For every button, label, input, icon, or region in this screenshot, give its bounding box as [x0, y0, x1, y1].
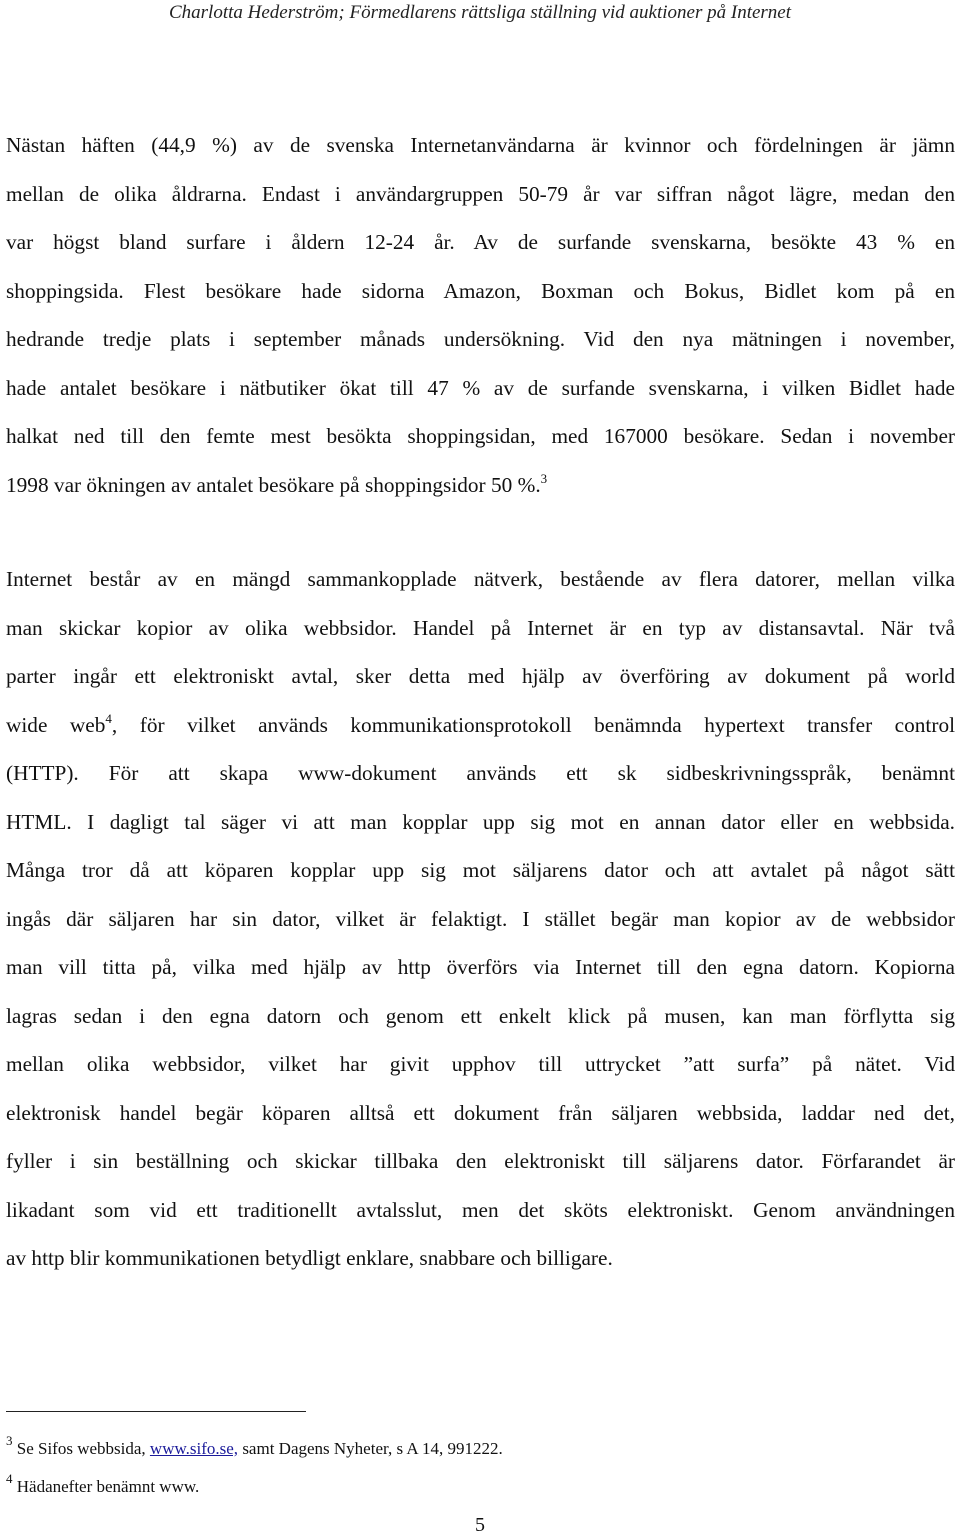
text-line: hedrande tredje plats i september månads undersökning. Vid den nya mätningen i november, [6, 327, 955, 351]
text-line: likadant som vid ett traditionellt avtalsslut, men det sköts elektroniskt. Genom användningen [6, 1197, 955, 1222]
text-line-content: 1998 var ökningen av antalet besökare på shoppingsidor 50 %. [6, 472, 541, 497]
text-line [6, 712, 955, 738]
running-header: Charlotta Hederström; Förmedlarens rättsliga ställning vid auktioner på Internet [168, 2, 792, 23]
text-line: Många tror då att köparen kopplar upp sig mot säljarens dator och att avtalet på något sätt [6, 858, 955, 882]
footnote-4 [6, 1471, 200, 1498]
text-line: shoppingsida. Flest besökare hade sidorna Amazon, Boxman och Bokus, Bidlet kom på en [6, 278, 955, 303]
footnote-divider [6, 1411, 306, 1412]
text-line: Nästan häften (44,9 %) av de svenska Internetanvändarna är kvinnor och fördelningen är jämn [6, 133, 955, 157]
sifo-link[interactable]: www.sifo.se, [149, 1439, 239, 1458]
text-line [6, 472, 955, 498]
footnote-number: 3 [6, 1433, 13, 1448]
text-line: fyller i sin beställning och skickar tillbaka den elektroniskt till säljarens dator. Förfarandet är [6, 1149, 955, 1173]
text-line: (HTTP). För att skapa www-dokument används ett sk sidbeskrivningsspråk, benämnt [6, 761, 955, 785]
text-line: elektronisk handel begär köparen alltså ett dokument från säljaren webbsida, laddar ned det, [6, 1100, 955, 1125]
footnote-reference-4[interactable]: 4 [105, 710, 112, 726]
footnote-text: samt Dagens Nyheter, s A 14, 991222. [238, 1439, 503, 1458]
footnote-reference-3[interactable]: 3 [540, 470, 548, 486]
text-line: ingås där säljaren har sin dator, vilket är felaktigt. I stället begär man kopior av de webbsidor [6, 906, 955, 931]
text-line: lagras sedan i den egna datorn och genom ett enkelt klick på musen, kan man förflytta sig [6, 1003, 955, 1028]
footnote-text: Se Sifos webbsida, [16, 1439, 150, 1458]
text-line: mellan de olika åldrarna. Endast i användargruppen 50-79 år var siffran något lägre, medan den [6, 181, 955, 206]
text-line: hade antalet besökare i nätbutiker ökat till 47 % av de surfande svenskarna, i vilken Bidlet hade [6, 375, 955, 400]
footnote-3 [6, 1433, 503, 1460]
text-line: var högst bland surfare i åldern 12-24 år. Av de surfande svenskarna, besökte 43 % en [6, 230, 955, 254]
text-line-content: wide web [6, 712, 106, 737]
footnote-text: Hädanefter benämnt www. [16, 1477, 200, 1496]
text-line-content: , för vilket används kommunikationsprotokoll benämnda hypertext transfer control [111, 712, 956, 737]
text-line: halkat ned till den femte mest besökta shoppingsidan, med 167000 besökare. Sedan i november [6, 424, 955, 448]
page-number: 5 [475, 1514, 485, 1536]
text-line: Internet består av en mängd sammankopplade nätverk, bestående av flera datorer, mellan vilka [6, 567, 955, 591]
text-line: man vill titta på, vilka med hjälp av http överförs via Internet till den egna datorn. Kopiorna [6, 955, 955, 979]
text-line: HTML. I dagligt tal säger vi att man kopplar upp sig mot en annan dator eller en webbsida. [6, 809, 955, 834]
text-line: man skickar kopior av olika webbsidor. Handel på Internet är en typ av distansavtal. När två [6, 615, 955, 640]
text-line: av http blir kommunikationen betydligt enklare, snabbare och billigare. [6, 1246, 613, 1270]
footnote-number: 4 [6, 1471, 13, 1486]
text-line: mellan olika webbsidor, vilket har givit upphov till uttrycket ”att surfa” på nätet. Vid [6, 1052, 955, 1076]
text-line: parter ingår ett elektroniskt avtal, sker detta med hjälp av överföring av dokument på world [6, 664, 955, 688]
